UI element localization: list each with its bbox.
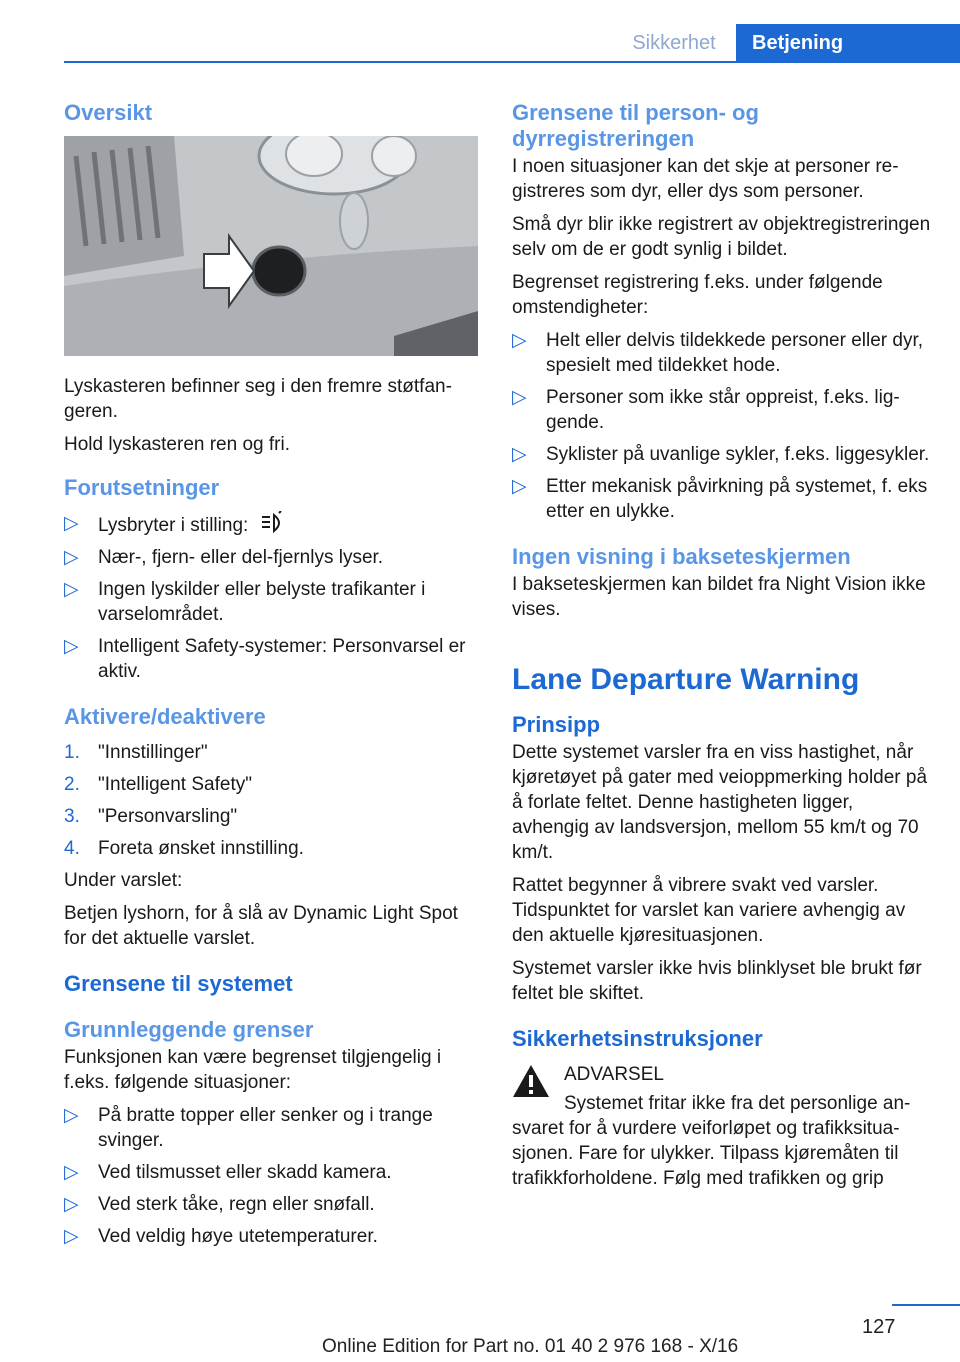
list-item: ▷ Nær-, fjern- eller del-fjernlys lyser. <box>64 547 384 568</box>
heading-forutsetninger: Forutsetninger <box>64 475 220 500</box>
list-item: 4. Foreta ønsket innstilling. <box>64 838 304 859</box>
heading-lane-departure: Lane Departure Warning <box>512 663 860 696</box>
heading-sikkerhetsinstruksjoner: Sikkerhetsinstruksjoner <box>512 1026 763 1051</box>
triangle-right-icon: ▷ <box>64 547 79 568</box>
triangle-right-icon: ▷ <box>64 513 79 534</box>
header-tabs <box>0 24 960 62</box>
triangle-right-icon: ▷ <box>64 1162 79 1183</box>
list-item: ▷ Syklister på uvanlige sykler, f.eks. liggesykler. <box>512 444 930 465</box>
heading-oversikt: Oversikt <box>64 100 153 125</box>
warning-text: Systemet fritar ikke fra det personlige ansvaret for å vurdere veiforløpet og trafikksituasjonen. Fare for ulykker. Tilpass kjøremåten til trafikkforholdene. Følg med trafikken og grip <box>512 1093 911 1189</box>
list-item: ▷ Ved veldig høye utetemperaturer. <box>64 1226 378 1247</box>
list-steps <box>64 740 478 861</box>
tab-sikkerhet[interactable]: Sikkerhet <box>632 32 716 54</box>
heading-prinsipp: Prinsipp <box>512 712 601 737</box>
list-item: ▷ Ved tilsmusset eller skadd kamera. <box>64 1162 392 1183</box>
paragraph-sma-dyr: Små dyr blir ikke registrert av objektregistreringen selv om de er godt synlig i bildet. <box>512 214 931 260</box>
edition-footer: Online Edition for Part no. 01 40 2 976 168 - X/16 <box>322 1336 739 1357</box>
heading-grunnleggende: Grunnleggende grenser <box>64 1017 314 1042</box>
left-column <box>64 100 478 1256</box>
heading-ingen-visning: Ingen visning i bakseteskjermen <box>512 544 851 569</box>
triangle-right-icon: ▷ <box>512 444 527 465</box>
paragraph-hold-ren: Hold lyskasteren ren og fri. <box>64 434 290 455</box>
paragraph-bakseteskjermen: I bakseteskjermen kan bildet fra Night Vision ikke vises. <box>512 574 926 620</box>
list-forutsetninger <box>64 511 478 684</box>
tab-betjening[interactable]: Betjening <box>736 24 960 62</box>
header-rule <box>64 61 960 63</box>
paragraph-under-varslet: Under varslet: <box>64 870 183 891</box>
heading-aktivere: Aktivere/deaktivere <box>64 704 266 729</box>
triangle-right-icon: ▷ <box>512 387 527 408</box>
triangle-right-icon: ▷ <box>64 1194 79 1215</box>
triangle-right-icon: ▷ <box>512 476 527 497</box>
paragraph-blinklyset: Systemet varsler ikke hvis blinklyset ble brukt før feltet ble skiftet. <box>512 958 922 1004</box>
automatic-headlight-icon <box>260 511 288 535</box>
list-item: ▷ Ved sterk tåke, regn eller snøfall. <box>64 1194 375 1215</box>
list-item: ▷ Etter mekanisk påvirkning på systemet, f. eks etter en ulykke. <box>512 476 928 522</box>
paragraph-dette-systemet: Dette systemet varsler fra en viss hastighet, når kjøretøyet på gater med veioppmerking holder på å forlate feltet. Denne hastigheten ligger, avhengig av landsversjon, mellom 55 km/t og 70 km/t. <box>512 742 928 863</box>
footer-rule <box>892 1304 960 1306</box>
list-item: ▷ Intelligent Safety-systemer: Personvarsel er aktiv. <box>64 636 466 682</box>
list-item: 1. "Innstillinger" <box>64 742 208 763</box>
warning-title: ADVARSEL <box>564 1064 664 1085</box>
triangle-right-icon: ▷ <box>64 579 79 600</box>
triangle-right-icon: ▷ <box>64 1105 79 1126</box>
warning-triangle-icon <box>512 1064 550 1098</box>
list-item: ▷ Personer som ikke står oppreist, f.eks. liggende. <box>512 387 900 433</box>
front-bumper-image <box>64 136 478 356</box>
paragraph-funksjonen: Funksjonen kan være begrenset tilgjengelig i f.eks. følgende situasjoner: <box>64 1047 442 1093</box>
list-item: 2. "Intelligent Safety" <box>64 774 252 795</box>
paragraph-situasjoner: I noen situasjoner kan det skje at personer registreres som dyr, eller dys som personer. <box>512 156 899 202</box>
paragraph-lyskasteren: Lyskasteren befinner seg i den fremre støtfangeren. <box>64 376 452 422</box>
heading-person-dyr: Grensene til person- og dyrregistreringen <box>512 100 759 151</box>
list-item: ▷ På bratte topper eller senker og i trange svinger. <box>64 1105 433 1151</box>
triangle-right-icon: ▷ <box>512 330 527 351</box>
list-grenser <box>64 1103 478 1249</box>
triangle-right-icon: ▷ <box>64 636 79 657</box>
triangle-right-icon: ▷ <box>64 1226 79 1247</box>
heading-grensene-systemet: Grensene til systemet <box>64 971 293 996</box>
warning-box <box>512 1062 932 1087</box>
list-item: 3. "Personvarsling" <box>64 806 238 827</box>
paragraph-rattet: Rattet begynner å vibrere svakt ved varsler. Tidspunktet for varslet kan variere avhengig av den aktuelle kjøresituasjonen. <box>512 875 906 946</box>
list-item: ▷ Ingen lyskilder eller belyste trafikanter i varselområdet. <box>64 579 426 625</box>
front-bumper-illustration <box>64 136 478 356</box>
page-number: 127 <box>862 1316 896 1338</box>
list-item: ▷ Lysbryter i stilling: <box>64 511 478 538</box>
paragraph-betjen-lyshorn: Betjen lyshorn, for å slå av Dynamic Light Spot for det aktuelle varslet. <box>64 903 458 949</box>
list-omstendigheter <box>512 328 932 524</box>
list-item: ▷ Helt eller delvis tildekkede personer eller dyr, spesielt med tildekket hode. <box>512 330 924 376</box>
right-column <box>512 100 932 1199</box>
paragraph-begrenset: Begrenset registrering f.eks. under følgende omstendigheter: <box>512 272 883 318</box>
